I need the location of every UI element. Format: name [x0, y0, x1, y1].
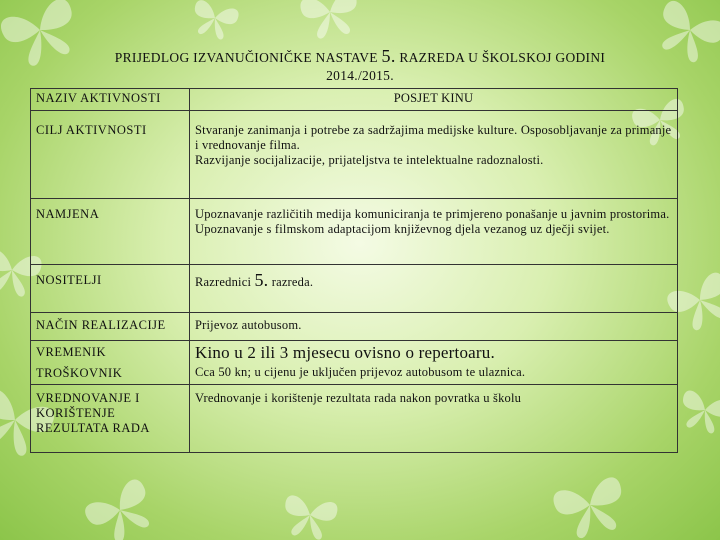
row-label-nacin: NAČIN REALIZACIJE: [31, 313, 190, 341]
troskovnik-label: TROŠKOVNIK: [36, 366, 123, 380]
table-row: [31, 265, 678, 313]
table-row: [31, 111, 678, 199]
nositelji-text-suffix: razreda.: [271, 275, 314, 289]
title-line1-prefix: PRIJEDLOG IZVANUČIONIČKE NASTAVE: [114, 50, 378, 65]
row-value-nositelji: [190, 265, 678, 313]
row-label-cilj: CILJ AKTIVNOSTI: [31, 111, 190, 199]
troskovnik-value: Cca 50 kn; u cijenu je uključen prijevoz autobusom te ulaznica.: [195, 365, 526, 379]
table-row: [31, 89, 678, 111]
nositelji-text: Razrednici: [195, 275, 252, 289]
row-value-namjena: Upoznavanje različitih medija komuniciranja te primjereno ponašanje u javnim prostorima. Upoznavanje s filmskom adaptacijom književnog djela vezanog uz dječji svijet.: [190, 199, 678, 265]
page-title: [40, 47, 680, 85]
table-row: [31, 341, 678, 385]
vremenik-label: VREMENIK: [36, 345, 106, 359]
row-label-namjena: NAMJENA: [31, 199, 190, 265]
title-school-year: 2014./2015.: [326, 68, 394, 83]
row-value-cilj: [190, 111, 678, 199]
table-row: [31, 313, 678, 341]
row-value-naziv: POSJET KINU: [190, 89, 678, 111]
row-label-vrednovanje: VREDNOVANJE I KORIŠTENJE REZULTATA RADA: [31, 385, 190, 453]
row-label-naziv: NAZIV AKTIVNOSTI: [31, 89, 190, 111]
row-value-vrednovanje: Vrednovanje i korištenje rezultata rada nakon povratka u školu: [190, 385, 678, 453]
vremenik-value: Kino u 2 ili 3 mjesecu ovisno o repertoaru.: [195, 343, 495, 362]
row-value-vremenik-troskovnik: [190, 341, 678, 385]
table-row: [31, 199, 678, 265]
cilj-text-1: Stvaranje zanimanja i potrebe za sadržajima medijske kulture. Osposobljavanje za primanje i vrednovanje filma.: [195, 123, 672, 152]
title-grade-number: 5.: [381, 46, 396, 66]
table-row: [31, 385, 678, 453]
title-line1-suffix: RAZREDA U ŠKOLSKOJ GODINI: [399, 50, 606, 65]
row-label-vremenik-troskovnik: [31, 341, 190, 385]
activity-table: [30, 88, 678, 453]
cilj-text-2: Razvijanje socijalizacije, prijateljstva te intelektualne radoznalosti.: [195, 153, 544, 167]
row-label-nositelji: NOSITELJI: [31, 265, 190, 313]
nositelji-grade-number: 5.: [254, 270, 269, 290]
row-value-nacin: Prijevoz autobusom.: [190, 313, 678, 341]
